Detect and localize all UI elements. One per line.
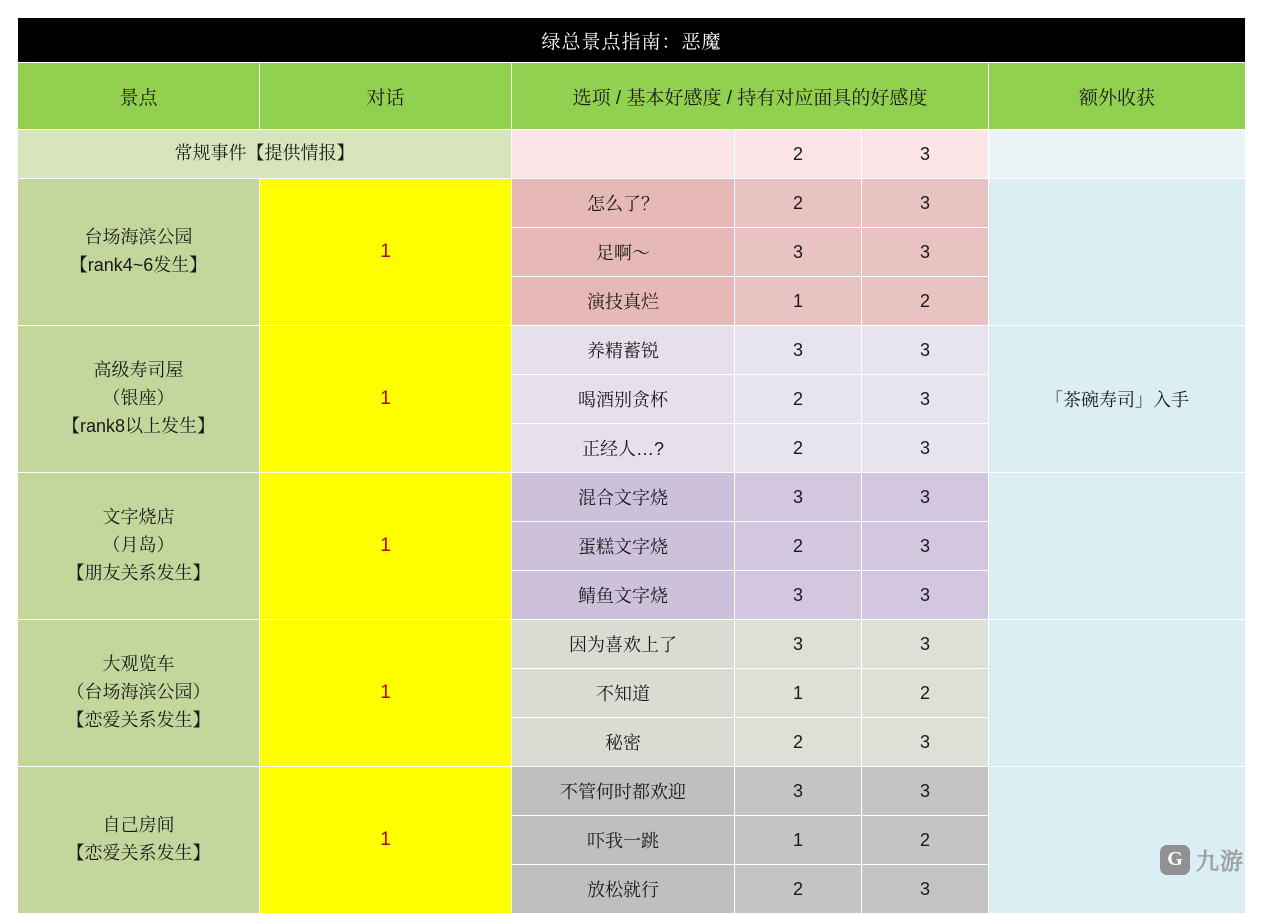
guide-table	[17, 17, 1246, 914]
general-event-option	[512, 130, 735, 179]
base-affinity: 1	[735, 669, 862, 718]
header-option: 选项 / 基本好感度 / 持有对应面具的好感度	[512, 63, 989, 130]
option-text: 怎么了？	[512, 179, 735, 228]
mask-affinity: 2	[862, 277, 989, 326]
option-text: 秘密	[512, 718, 735, 767]
mask-affinity: 3	[862, 424, 989, 473]
base-affinity: 2	[735, 718, 862, 767]
base-affinity: 2	[735, 179, 862, 228]
base-affinity: 3	[735, 326, 862, 375]
option-text: 不管何时都欢迎	[512, 767, 735, 816]
spot-name: 大观览车 （台场海滨公园） 【恋爱关系发生】	[18, 620, 260, 767]
mask-affinity: 3	[862, 571, 989, 620]
dialog-count: 1	[260, 179, 512, 326]
spot-name: 自己房间 【恋爱关系发生】	[18, 767, 260, 914]
mask-affinity: 3	[862, 375, 989, 424]
mask-affinity: 3	[862, 865, 989, 914]
option-text: 足啊～	[512, 228, 735, 277]
extra-reward	[989, 179, 1246, 326]
option-text: 喝酒别贪杯	[512, 375, 735, 424]
base-affinity: 2	[735, 375, 862, 424]
table-row	[18, 473, 1246, 522]
extra-reward	[989, 620, 1246, 767]
mask-affinity: 3	[862, 522, 989, 571]
watermark-text: 九游	[1196, 848, 1244, 874]
option-text: 养精蓄锐	[512, 326, 735, 375]
general-event-mask: 3	[862, 130, 989, 179]
general-event-extra	[989, 130, 1246, 179]
option-text: 蛋糕文字烧	[512, 522, 735, 571]
dialog-count: 1	[260, 473, 512, 620]
general-event-row	[18, 130, 1246, 179]
spot-name: 台场海滨公园 【rank4~6发生】	[18, 179, 260, 326]
dialog-count: 1	[260, 326, 512, 473]
dialog-count: 1	[260, 620, 512, 767]
option-text: 吓我一跳	[512, 816, 735, 865]
base-affinity: 3	[735, 620, 862, 669]
option-text: 鲭鱼文字烧	[512, 571, 735, 620]
watermark-logo-icon: G	[1160, 845, 1190, 875]
table-row	[18, 326, 1246, 375]
spot-name: 高级寿司屋 （银座） 【rank8以上发生】	[18, 326, 260, 473]
mask-affinity: 3	[862, 718, 989, 767]
base-affinity: 3	[735, 473, 862, 522]
general-event-base: 2	[735, 130, 862, 179]
mask-affinity: 3	[862, 620, 989, 669]
table-row	[18, 179, 1246, 228]
mask-affinity: 3	[862, 326, 989, 375]
option-text: 演技真烂	[512, 277, 735, 326]
base-affinity: 3	[735, 228, 862, 277]
table-row	[18, 620, 1246, 669]
extra-reward: 「茶碗寿司」入手	[989, 326, 1246, 473]
option-text: 因为喜欢上了	[512, 620, 735, 669]
mask-affinity: 3	[862, 767, 989, 816]
extra-reward	[989, 473, 1246, 620]
mask-affinity: 3	[862, 473, 989, 522]
base-affinity: 1	[735, 816, 862, 865]
header-row	[18, 63, 1246, 130]
base-affinity: 3	[735, 767, 862, 816]
base-affinity: 2	[735, 424, 862, 473]
base-affinity: 3	[735, 571, 862, 620]
extra-reward	[989, 767, 1246, 914]
mask-affinity: 2	[862, 669, 989, 718]
mask-affinity: 2	[862, 816, 989, 865]
base-affinity: 1	[735, 277, 862, 326]
spot-name: 文字烧店 （月岛） 【朋友关系发生】	[18, 473, 260, 620]
title-row	[18, 18, 1246, 63]
dialog-count: 1	[260, 767, 512, 914]
mask-affinity: 3	[862, 228, 989, 277]
header-spot: 景点	[18, 63, 260, 130]
option-text: 混合文字烧	[512, 473, 735, 522]
option-text: 正经人…?	[512, 424, 735, 473]
guide-page	[0, 17, 1262, 900]
header-dialog: 对话	[260, 63, 512, 130]
base-affinity: 2	[735, 865, 862, 914]
page-title: 绿总景点指南：恶魔	[18, 18, 1246, 63]
mask-affinity: 3	[862, 179, 989, 228]
watermark	[1160, 843, 1244, 876]
option-text: 放松就行	[512, 865, 735, 914]
general-event-label: 常规事件【提供情报】	[18, 130, 512, 179]
table-row	[18, 767, 1246, 816]
option-text: 不知道	[512, 669, 735, 718]
base-affinity: 2	[735, 522, 862, 571]
header-extra: 额外收获	[989, 63, 1246, 130]
